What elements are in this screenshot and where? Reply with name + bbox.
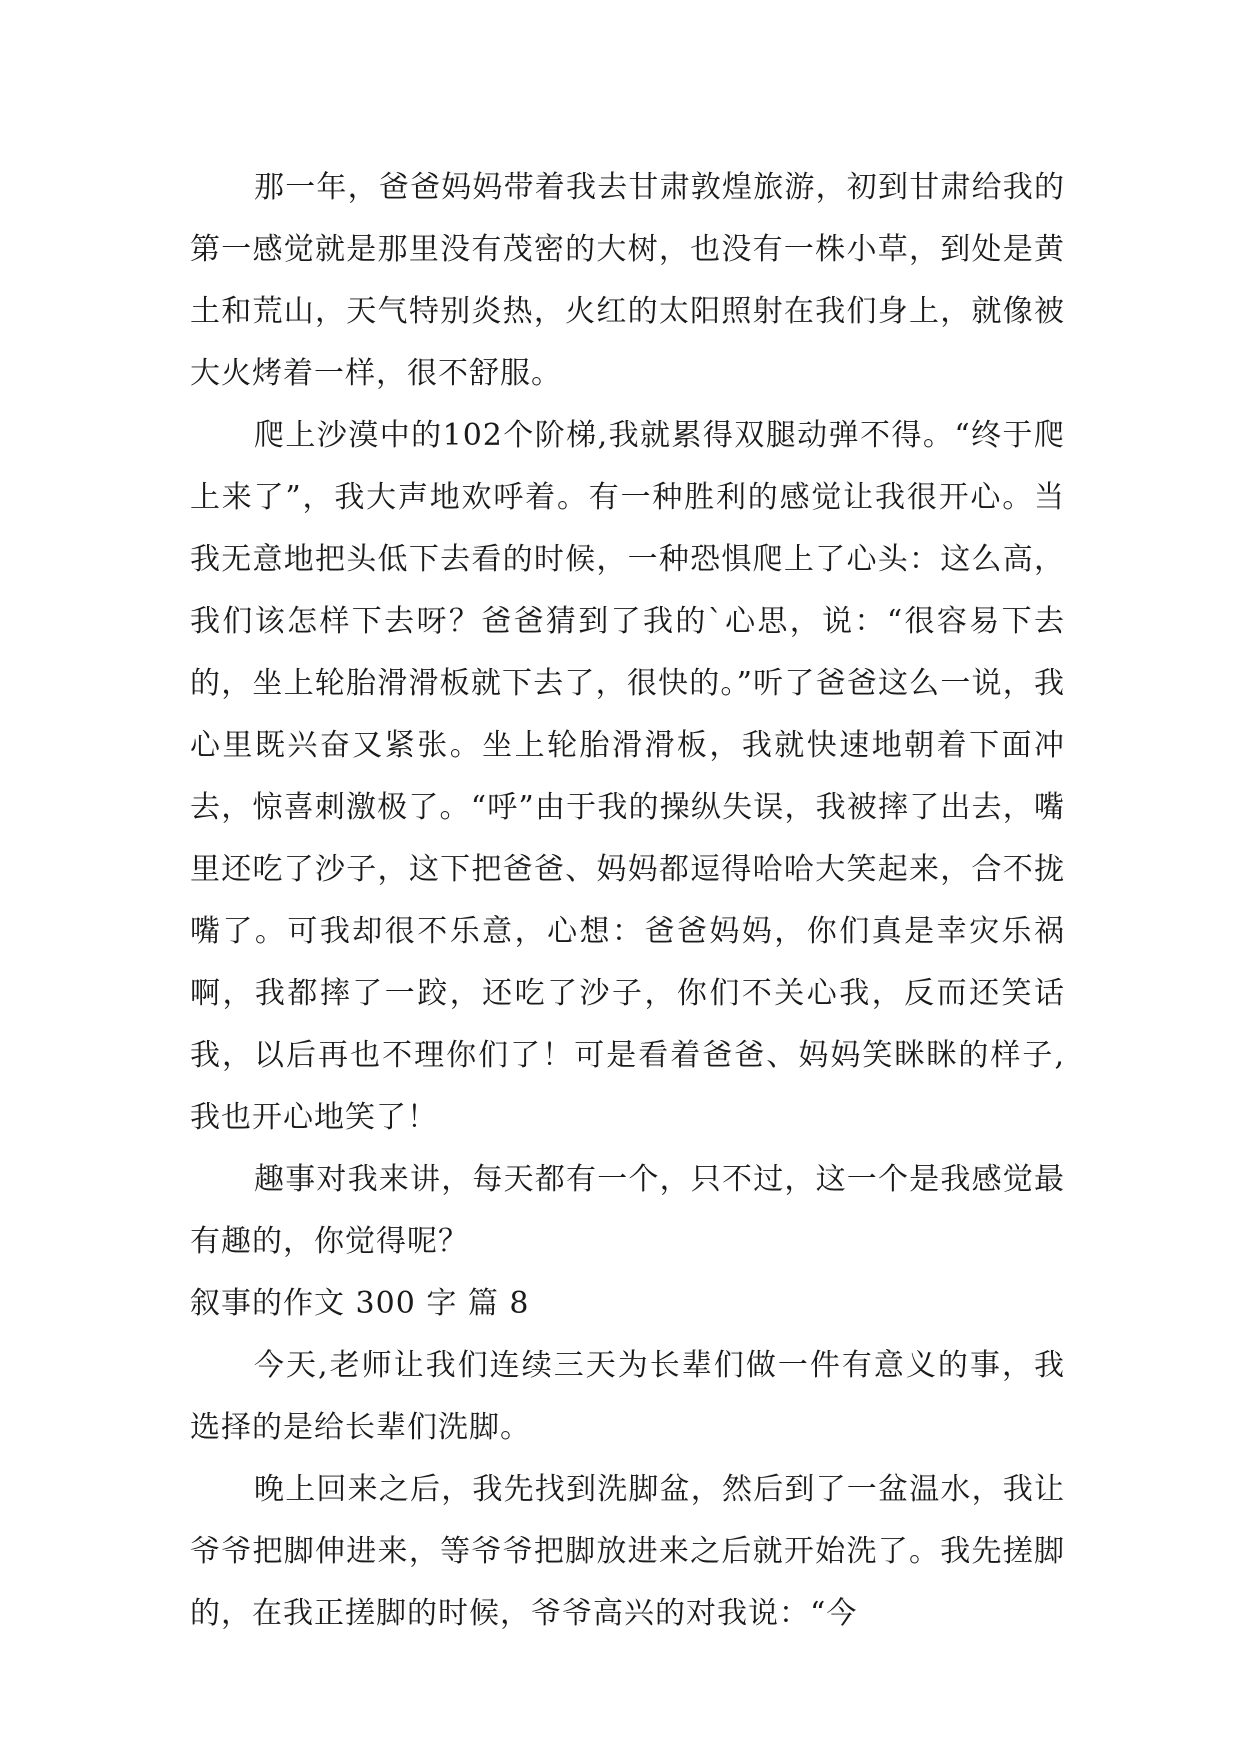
paragraph-trip-intro: 那一年，爸爸妈妈带着我去甘肃敦煌旅游，初到甘肃给我的第一感觉就是那里没有茂密的大树，也没有一株小草，到处是黄土和荒山，天气特别炎热，火红的太阳照射在我们身上，就像被大火烤着一样，很不舒服。 [190, 170, 1065, 391]
paragraph-foot-washing: 晚上回来之后，我先找到洗脚盆，然后到了一盆温水，我让爷爷把脚伸进来，等爷爷把脚放进来之后就开始洗了。我先搓脚的，在我正搓脚的时候，爷爷高兴的对我说：“今 [190, 1472, 1065, 1631]
document-body [190, 157, 1065, 1645]
paragraph-teacher-task: 今天,老师让我们连续三天为长辈们做一件有意义的事，我选择的是给长辈们洗脚。 [190, 1348, 1065, 1445]
paragraph-conclusion: 趣事对我来讲，每天都有一个，只不过，这一个是我感觉最有趣的，你觉得呢？ [190, 1162, 1065, 1259]
paragraph-sand-slide: 爬上沙漠中的102个阶梯,我就累得双腿动弹不得。“终于爬上来了”，我大声地欢呼着。有一种胜利的感觉让我很开心。当我无意地把头低下去看的时候，一种恐惧爬上了心头：这么高，我们该怎样下去呀？爸爸猜到了我的`心思，说：“很容易下去的，坐上轮胎滑滑板就下去了，很快的。”听了爸爸这么一说，我心里既兴奋又紧张。坐上轮胎滑滑板，我就快速地朝着下面冲去，惊喜刺激极了。“呼”由于我的操纵失误，我被摔了出去，嘴里还吃了沙子，这下把爸爸、妈妈都逗得哈哈大笑起来，合不拢嘴了。可我却很不乐意，心想：爸爸妈妈，你们真是幸灾乐祸啊，我都摔了一跤，还吃了沙子，你们不关心我，反而还笑话我，以后再也不理你们了！可是看着爸爸、妈妈笑眯眯的样子,我也开心地笑了！ [190, 418, 1065, 1135]
section-heading: 叙事的作文 300 字 篇 8 [190, 1286, 530, 1321]
